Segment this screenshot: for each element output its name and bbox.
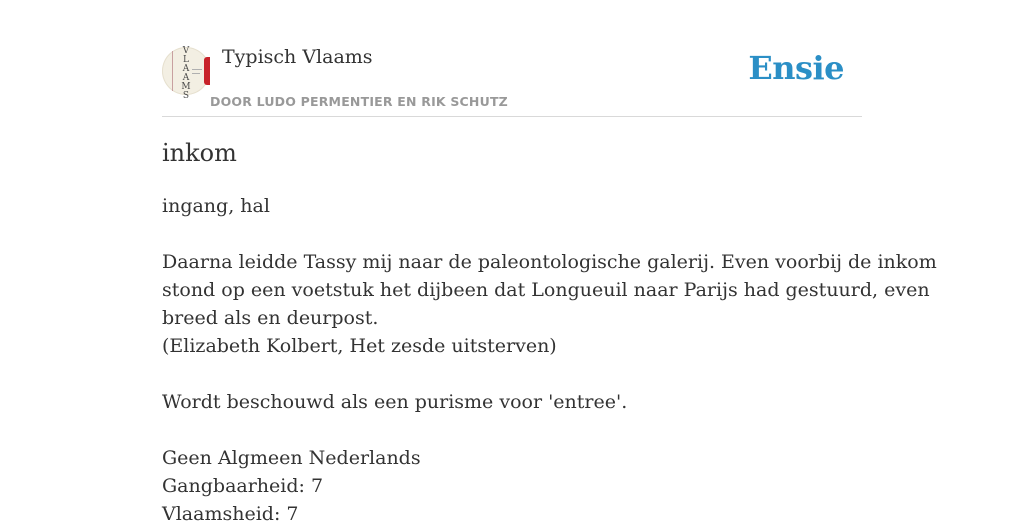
category-label: Geen Algmeen Nederlands — [162, 447, 421, 469]
quote-source: (Elizabeth Kolbert, Het zesde uitsterven) — [162, 335, 557, 357]
definition: ingang, hal — [162, 195, 270, 217]
logo-decor-line — [192, 73, 200, 74]
header — [162, 0, 862, 117]
logo-decor-line — [172, 51, 173, 91]
gangbaarheid-score: Gangbaarheid: 7 — [162, 475, 324, 497]
logo-accent — [204, 57, 210, 85]
quote-line: stond op een voetstuk het dijbeen dat Longueuil naar Parijs had gestuurd, even — [162, 279, 930, 301]
quote-line: Daarna leidde Tassy mij naar de paleontologische galerij. Even voorbij de inkom — [162, 251, 937, 273]
entry-body — [162, 192, 937, 528]
usage-note: Wordt beschouwd als een purisme voor 'entree'. — [162, 391, 628, 413]
logo-letters: V L A A M S — [181, 46, 191, 101]
vlaamsheid-score: Vlaamsheid: 7 — [162, 503, 299, 525]
entry-card — [162, 0, 937, 525]
byline: DOOR LUDO PERMENTIER EN RIK SCHUTZ — [210, 94, 508, 109]
book-cover-logo[interactable] — [162, 46, 210, 101]
logo-decor-line — [192, 69, 202, 70]
entry-term: inkom — [162, 139, 237, 167]
quote-line: breed als en deurpost. — [162, 307, 379, 329]
brand-logo[interactable]: Ensie — [748, 49, 844, 87]
site-title[interactable]: Typisch Vlaams — [222, 46, 373, 68]
